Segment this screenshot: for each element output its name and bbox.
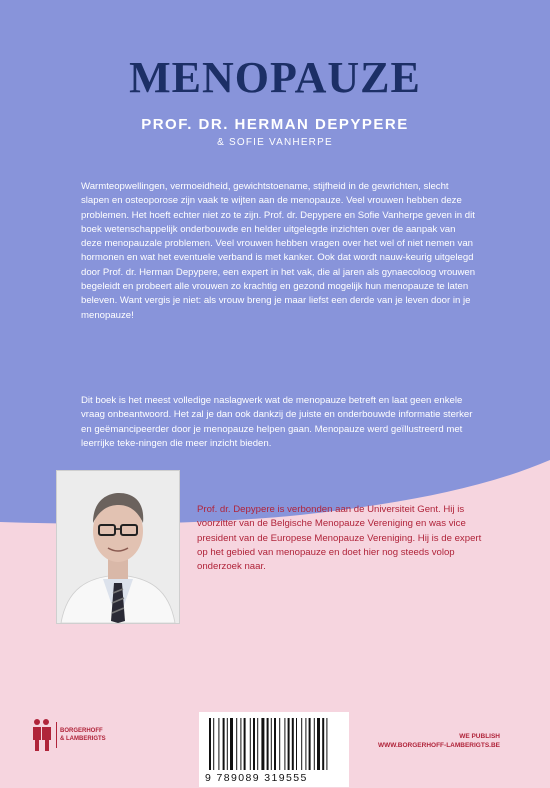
book-title: MENOPAUZE — [129, 53, 421, 102]
author-bio: Prof. dr. Depypere is verbonden aan de Universiteit Gent. Hij is voorzitter van de Belgische Menopauze Vereniging en was vice president van de Europese Menopauze Vereniging. Hij is de expert op het gebied van menopauze en doet hier nog steeds volop onderzoek naar. — [197, 504, 482, 573]
author-name: PROF. DR. HERMAN DEPYPERE — [141, 116, 409, 133]
coauthor-name: & SOFIE VANHERPE — [217, 137, 333, 148]
publisher-info — [378, 732, 500, 750]
isbn-barcode-icon — [209, 718, 339, 770]
blurb-paragraph-2: Dit boek is het meest volledige naslagwerk wat de menopauze betreft en laat geen enkele vraag onbeantwoord. Het zal je dan ook dankzij de juiste en onderbouwde informatie sterker en geëmancipeerder door je menopauze helpen gaan. Menopauze werd geïllustreerd met leerrijke teke-ningen die meer inzicht bieden. — [81, 395, 473, 449]
publisher-logo-icon — [32, 718, 52, 752]
author-portrait-icon — [57, 471, 179, 623]
imprint-line-1: BORGERHOFF — [60, 728, 103, 734]
publisher-slogan: WE PUBLISH — [459, 733, 500, 740]
imprint-line-2: & LAMBERIGTS — [60, 736, 106, 742]
blurb-paragraph-1: Warmteopwellingen, vermoeidheid, gewichtstoename, stijfheid in de gewrichten, slecht slapen en osteoporose zijn vaak te wijten aan de menopauze. Veel vrouwen hebben deze problemen. Het hoeft echter niet zo te zijn. Prof. dr. Depypere en Sofie Vanherpe geven in dit boek wetenschappelijk onderbouwde en helder uitgelegde inzichten over de aanpak van deze menopauzale problemen. Veel vrouwen hebben vragen over het wel of niet nemen van hormonen en wat het eventuele verband is met kanker. Ook dat wordt nauw-keurig uitgelegd door Prof. dr. Herman Depypere, een expert in het vak, die al jaren als gynaecoloog vrouwen begeleidt en probeert alle vrouwen zo krachtig en gezond mogelijk hun menopauze te laten beleven. Want vergis je niet: als vrouw breng je maar liefst een derde van je leven door in je menopauze! — [81, 181, 476, 321]
author-portrait — [56, 470, 180, 624]
logo-divider — [56, 722, 57, 748]
imprint-name — [60, 727, 106, 743]
barcode-panel — [199, 712, 349, 787]
isbn-number: 9 789089 319555 — [205, 772, 308, 784]
publisher-website: WWW.BORGERHOFF-LAMBERIGTS.BE — [377, 742, 500, 749]
